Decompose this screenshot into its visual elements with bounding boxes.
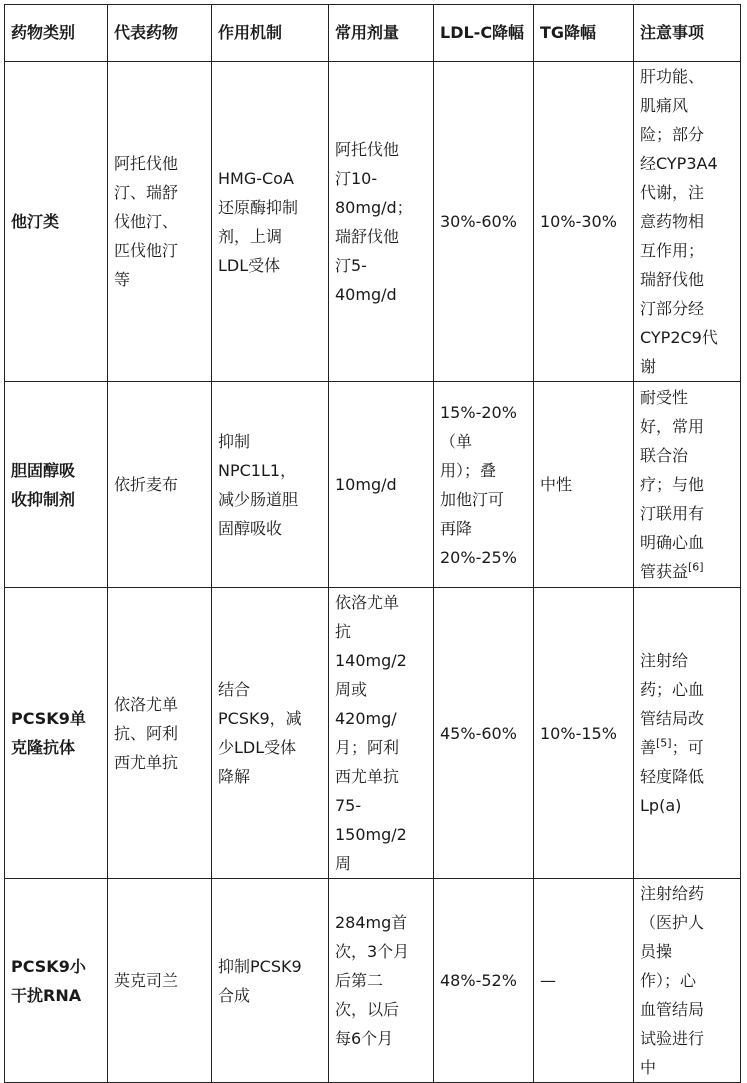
cell-line: 抗、阿利 <box>114 723 179 743</box>
tg-cell <box>534 588 634 879</box>
table-row <box>5 879 741 1083</box>
cell-line: 420mg/ <box>335 709 397 728</box>
header-ldl: LDL-C降幅 <box>434 5 534 62</box>
mechanism-cell <box>212 62 329 382</box>
cell-line: 险；部分 <box>640 125 705 144</box>
cell-line: PCSK9小 <box>11 956 86 976</box>
cell-line: 月；阿利 <box>335 738 400 757</box>
cell-line: PCSK9，减 <box>218 709 302 728</box>
dose-cell <box>329 879 434 1083</box>
cell-line: 耐受性 <box>640 388 689 407</box>
cell-line: 等 <box>114 270 131 289</box>
category-cell <box>5 588 108 879</box>
cell-line: 管结局改 <box>640 709 705 728</box>
cell-line: （单 <box>440 431 473 451</box>
cell-line: 干扰RNA <box>11 985 82 1005</box>
ldl-cell <box>434 588 534 879</box>
cell-line: 好，常用 <box>640 417 705 436</box>
drugs-cell <box>108 588 212 879</box>
cell-line: 10%-30% <box>540 212 617 231</box>
cell-line: HMG-CoA <box>218 168 294 188</box>
cell-line: 代谢，注 <box>640 183 705 202</box>
cell-line: 后第二 <box>335 971 384 990</box>
cell-line: 140mg/2 <box>335 651 407 670</box>
cell-line: 肝功能、 <box>640 67 705 86</box>
mechanism-cell <box>212 588 329 879</box>
cell-line: 用）；叠 <box>440 460 497 480</box>
cell-line: 瑞舒伐他 <box>335 226 400 246</box>
cell-line: 80mg/d； <box>335 197 413 217</box>
dose-cell <box>329 588 434 879</box>
category-cell <box>5 382 108 588</box>
cell-line: 依折麦布 <box>114 475 179 494</box>
header-row <box>5 5 741 62</box>
cell-line: 匹伐他汀 <box>114 241 179 260</box>
notes-cell <box>634 382 741 588</box>
tg-cell <box>534 62 634 382</box>
cell-line: 收抑制剂 <box>11 489 76 509</box>
table-row <box>5 62 741 382</box>
cell-line: 次，以后 <box>335 1000 400 1019</box>
cell-line: 汀部分经 <box>640 299 705 318</box>
cell-line: NPC1L1， <box>218 460 297 480</box>
cell-line: 加他汀可 <box>440 489 505 509</box>
reference-marker: [5] <box>656 736 672 750</box>
cell-line: 还原酶抑制 <box>218 197 299 217</box>
cell-line: 西尤单抗 <box>114 752 179 772</box>
cell-line: 谢 <box>640 357 657 376</box>
cell-line: 降解 <box>218 767 251 786</box>
dose-cell <box>329 62 434 382</box>
cell-line: 伐他汀、 <box>114 212 179 231</box>
notes-cell <box>634 879 741 1083</box>
cell-line: Lp(a) <box>640 796 682 815</box>
drugs-cell <box>108 62 212 382</box>
lipid-drug-table <box>4 4 741 1083</box>
cell-line: 瑞舒伐他 <box>640 270 705 289</box>
tg-cell <box>534 879 634 1083</box>
cell-line: 每6个月 <box>335 1029 394 1048</box>
cell-line: 30%-60% <box>440 212 517 231</box>
cell-line: 互作用； <box>640 241 705 260</box>
header-drugs: 代表药物 <box>108 5 212 62</box>
cell-line: 血管结局 <box>640 1000 705 1019</box>
drugs-cell <box>108 382 212 588</box>
cell-line: 经CYP3A4 <box>640 154 718 173</box>
cell-line: 固醇吸收 <box>218 518 283 538</box>
cell-line: 注射给药 <box>640 884 705 903</box>
cell-line: 试验进行 <box>640 1029 705 1048</box>
cell-line: 英克司兰 <box>114 971 179 990</box>
cell-line: 45%-60% <box>440 723 517 743</box>
cell-line: 依洛尤单 <box>114 694 179 714</box>
cell-line: 阿托伐他 <box>335 139 400 159</box>
notes-cell <box>634 62 741 382</box>
cell-line: 联合治 <box>640 446 689 465</box>
cell-line: 他汀类 <box>11 212 60 231</box>
dose-cell <box>329 382 434 588</box>
notes-cell <box>634 588 741 879</box>
cell-line: 西尤单抗 <box>335 767 400 786</box>
cell-line: — <box>540 971 556 990</box>
ldl-cell <box>434 382 534 588</box>
cell-line: 少LDL受体 <box>218 738 297 757</box>
cell-line: 汀5- <box>335 255 367 275</box>
cell-line: 48%-52% <box>440 971 517 990</box>
mechanism-cell <box>212 382 329 588</box>
cell-line: 中性 <box>540 475 573 494</box>
cell-line: 结合 <box>218 680 251 699</box>
category-cell <box>5 879 108 1083</box>
cell-line: 周 <box>335 854 352 873</box>
cell-line: 意药物相 <box>640 212 705 231</box>
cell-line: 胆固醇吸 <box>11 460 76 480</box>
cell-line: 剂，上调 <box>218 226 283 246</box>
cell-line: 抑制PCSK9 <box>218 956 302 976</box>
cell-line: 抑制 <box>218 431 251 451</box>
tg-cell <box>534 382 634 588</box>
cell-line: 肌痛风 <box>640 96 689 115</box>
table-row <box>5 382 741 588</box>
cell-line: 管获益[6] <box>640 560 704 581</box>
cell-line: 轻度降低 <box>640 767 705 786</box>
drugs-cell <box>108 879 212 1083</box>
cell-line: 10%-15% <box>540 723 617 743</box>
cell-line: 合成 <box>218 985 251 1005</box>
header-mechanism: 作用机制 <box>212 5 329 62</box>
cell-line: 克隆抗体 <box>11 738 76 757</box>
cell-line: 阿托伐他 <box>114 154 179 173</box>
cell-line: 抗 <box>335 622 352 641</box>
cell-line: 中 <box>640 1058 657 1077</box>
cell-line: 减少肠道胆 <box>218 489 299 509</box>
cell-line: 再降 <box>440 518 473 538</box>
cell-line: 周或 <box>335 680 368 699</box>
cell-line: CYP2C9代 <box>640 328 718 347</box>
cell-line: 善[5]；可 <box>640 736 704 757</box>
ldl-cell <box>434 62 534 382</box>
cell-line-tail: ；可 <box>671 738 704 757</box>
cell-line: PCSK9单 <box>11 709 86 728</box>
cell-line: LDL受体 <box>218 255 281 275</box>
cell-line: 15%-20% <box>440 402 517 422</box>
cell-line: 作）；心 <box>640 971 697 990</box>
ldl-cell <box>434 879 534 1083</box>
cell-line: 40mg/d <box>335 284 397 304</box>
table-row <box>5 588 741 879</box>
cell-line: 依洛尤单 <box>335 593 400 612</box>
cell-line: 次，3个月 <box>335 942 410 961</box>
cell-line: 150mg/2 <box>335 825 407 844</box>
header-notes: 注意事项 <box>634 5 741 62</box>
mechanism-cell <box>212 879 329 1083</box>
cell-line: 10mg/d <box>335 475 397 494</box>
cell-line: 明确心血 <box>640 533 705 552</box>
header-category: 药物类别 <box>5 5 108 62</box>
cell-line: 20%-25% <box>440 547 517 567</box>
cell-line: 汀联用有 <box>640 504 705 523</box>
category-cell <box>5 62 108 382</box>
header-dose: 常用剂量 <box>329 5 434 62</box>
cell-line: 注射给 <box>640 651 689 670</box>
cell-line: 汀10- <box>335 168 378 188</box>
cell-line: 疗；与他 <box>640 475 705 494</box>
header-tg: TG降幅 <box>534 5 634 62</box>
reference-marker: [6] <box>688 560 704 574</box>
cell-line: （医护人 <box>640 913 705 932</box>
cell-line: 员操 <box>640 942 673 961</box>
cell-line: 75- <box>335 796 362 815</box>
cell-line: 药；心血 <box>640 680 705 699</box>
cell-line: 汀、瑞舒 <box>114 183 179 202</box>
cell-line: 284mg首 <box>335 913 408 932</box>
